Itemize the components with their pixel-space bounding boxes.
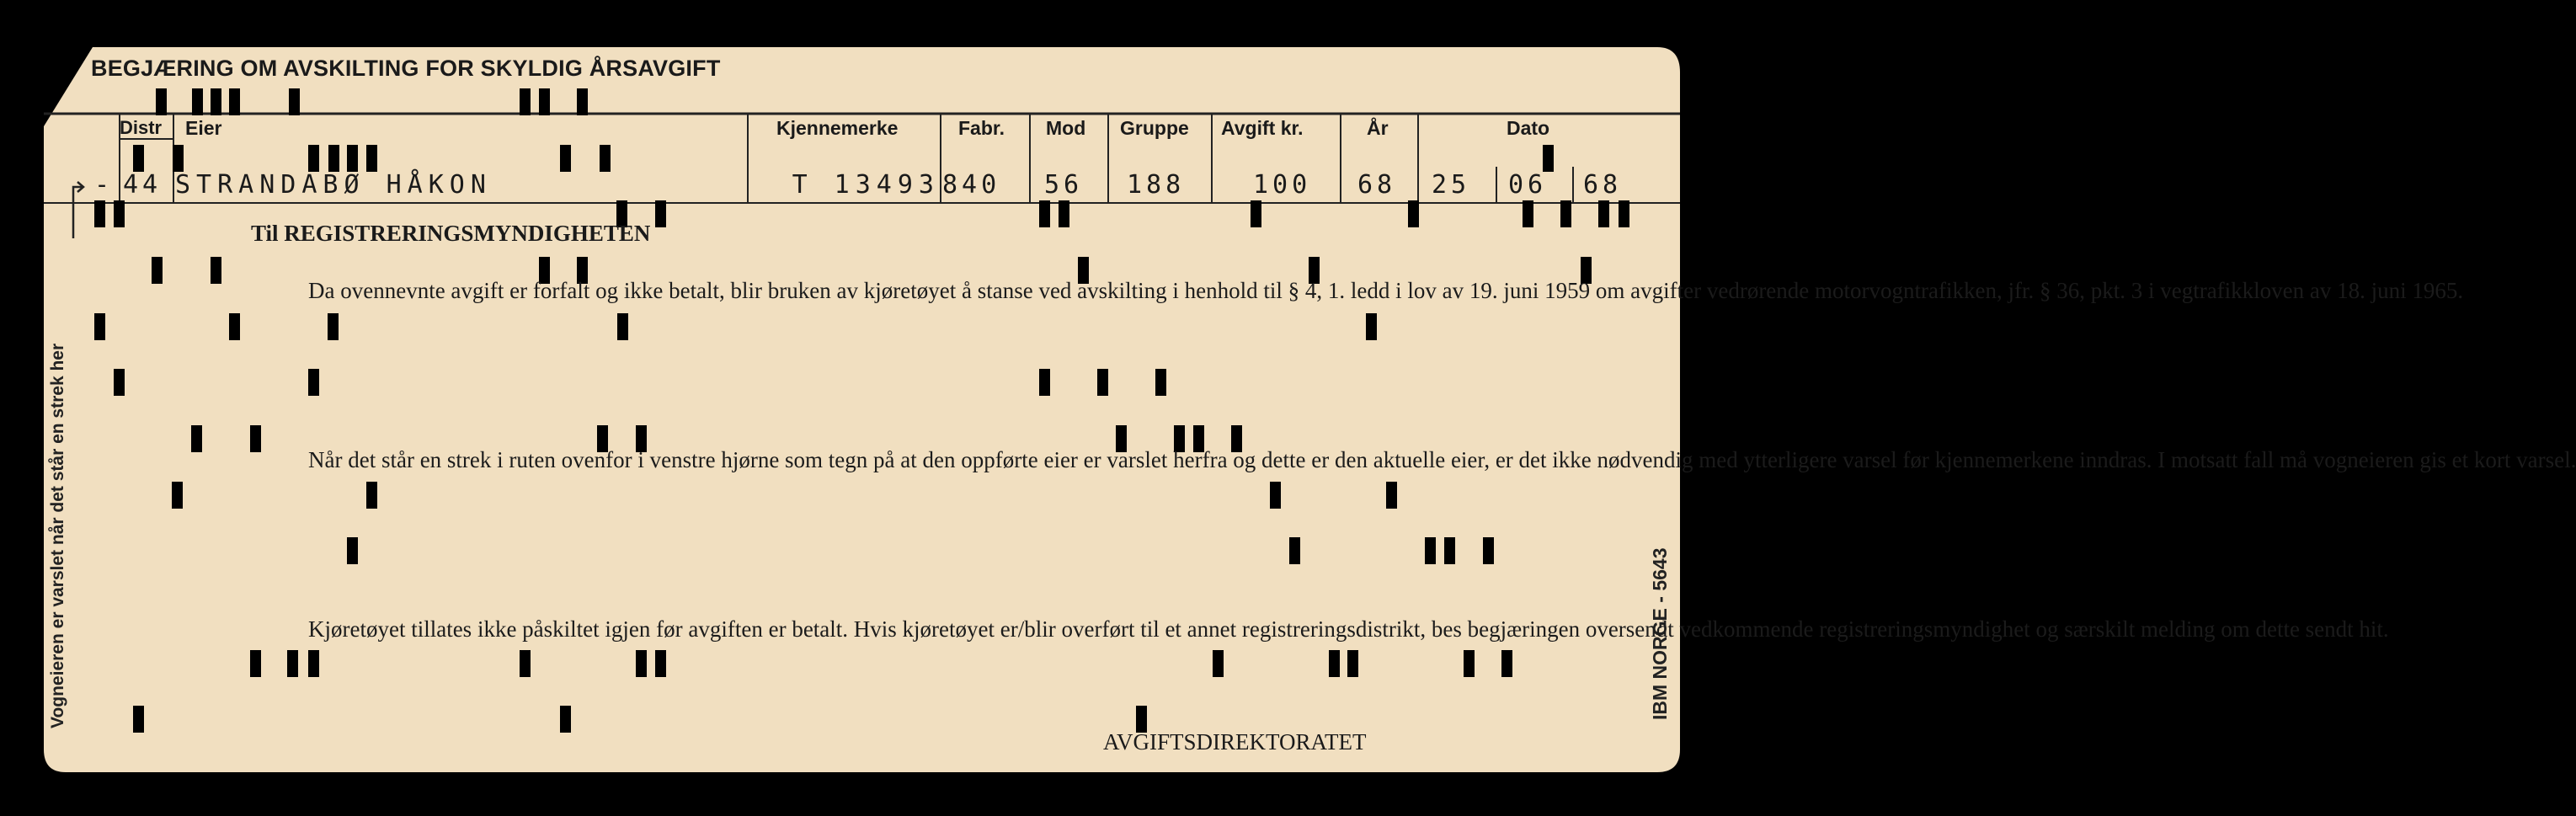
punch-hole [94,313,105,340]
punch-hole [577,88,588,115]
header-avgift: Avgift kr. [1221,117,1304,139]
value-dato-year: 68 [1583,170,1623,200]
punch-hole [328,145,339,172]
punch-hole [308,369,319,396]
punch-hole [1097,369,1108,396]
punch-hole [152,257,163,284]
punch-hole [1039,200,1050,227]
value-avgift: 100 [1253,170,1312,200]
punch-hole [114,369,125,396]
punch-hole [114,200,125,227]
punch-hole [211,257,221,284]
punch-hole [347,145,358,172]
punch-hole [347,537,358,564]
punch-hole [1598,200,1609,227]
header-distr: Distr [120,117,163,138]
punch-hole [600,145,611,172]
header-gruppe: Gruppe [1120,117,1189,139]
punch-hole [133,145,144,172]
notice-marker: - [94,170,115,200]
value-gruppe: 188 [1127,170,1186,200]
punch-hole [539,88,550,115]
card-title: BEGJÆRING OM AVSKILTING FOR SKYLDIG ÅRSAVGIFT [91,56,721,81]
punch-hole [655,200,666,227]
header-kjennemerke: Kjennemerke [776,117,899,139]
punch-hole [520,88,531,115]
header-mod: Mod [1046,117,1086,139]
punch-hole [1483,537,1494,564]
punch-hole [172,482,183,509]
punch-hole [289,88,300,115]
punch-hole [173,145,184,172]
value-eier: STRANDABØ HÅKON [175,170,492,200]
side-note: Vogneieren er varslet når det står en strek her [48,343,67,728]
punch-hole [1155,369,1166,396]
punch-hole [1560,200,1571,227]
punch-hole [211,88,221,115]
value-fabr: 840 [942,170,1001,200]
value-dato-day: 25 [1432,170,1471,200]
punch-hole [133,706,144,733]
value-ar: 68 [1357,170,1397,200]
paragraph-2: Når det står en strek i ruten ovenfor i venstre hjørne som tegn på at den oppførte eier er varslet herfra og dette er den aktuelle eier, er det ikke nødvendig med ytterligere varsel før kjennemerkene inndras. I motsatt fall må vogneieren gis et kort varsel. [308,447,2576,472]
header-eier: Eier [185,117,222,139]
punch-hole [191,425,202,452]
punch-hole [1039,369,1050,396]
punch-hole [1425,537,1436,564]
punch-hole [1444,537,1455,564]
punch-hole [560,145,571,172]
value-dato-month: 06 [1508,170,1548,200]
header-fabr: Fabr. [958,117,1005,139]
punch-hole [1543,145,1554,172]
paragraph-3: Kjøretøyet tillates ikke påskiltet igjen før avgiften er betalt. Hvis kjøretøyet er/blir overført til et annet registreringsdistrikt, bes begjæringen oversendt vedkommende registreringsmyndighet og særskilt melding om dette sendt hit. [308,616,2389,642]
punch-hole [1289,537,1300,564]
header-ar: År [1367,117,1389,139]
form-code: IBM NORGE - 5643 [1649,547,1671,720]
value-distr: 44 [123,170,163,200]
addressee: Til REGISTRERINGSMYNDIGHETEN [251,221,651,246]
value-kjennemerke: T 13493 [792,170,940,200]
punch-hole [1619,200,1629,227]
punch-hole [94,200,105,227]
punch-hole [1251,200,1261,227]
punch-hole [1408,200,1419,227]
punch-hole [1523,200,1533,227]
punch-hole [229,313,240,340]
punch-hole [229,88,240,115]
punch-hole [192,88,203,115]
punch-hole [156,88,167,115]
punch-hole [560,706,571,733]
punch-hole [366,145,377,172]
header-dato: Dato [1507,117,1550,139]
punch-hole [308,145,319,172]
signature: AVGIFTSDIREKTORATET [1103,729,1367,755]
paragraph-1: Da ovennevnte avgift er forfalt og ikke betalt, blir bruken av kjøretøyet å stanse ved avskilting i henhold til § 4, 1. ledd i lov av 19. juni 1959 om avgifter vedrørende motorvogntrafikken, jfr. § 36, pkt. 3 i vegtrafikkloven av 18. juni 1965. [308,278,2464,303]
value-mod: 56 [1044,170,1084,200]
punch-hole [1059,200,1069,227]
